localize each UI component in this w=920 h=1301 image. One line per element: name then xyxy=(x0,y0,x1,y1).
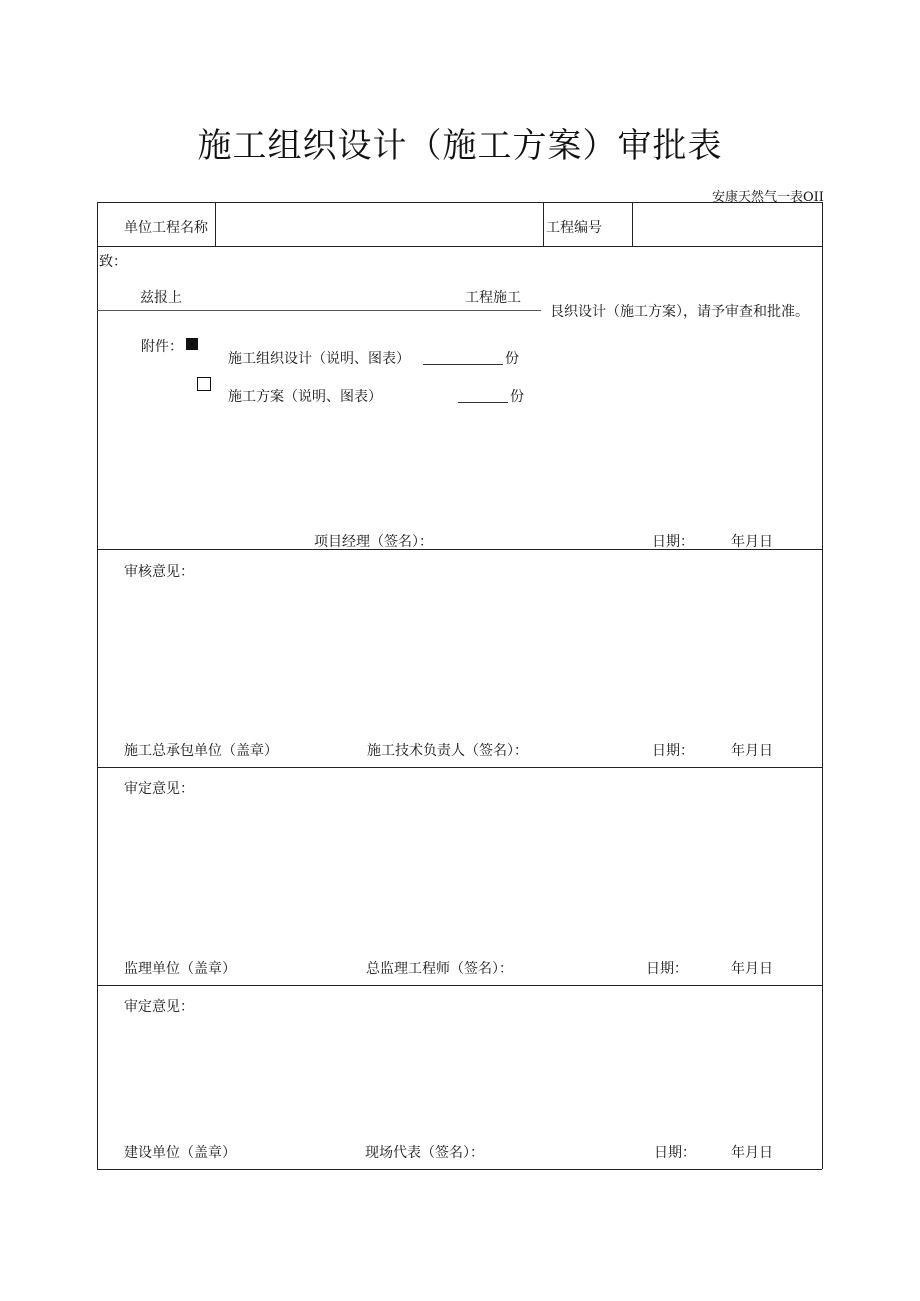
review-3-date-label: 日期： xyxy=(654,1145,696,1161)
report-mid: 工程施工 xyxy=(465,290,521,306)
attachment-2-count[interactable] xyxy=(458,388,508,407)
review-3-signer-label: 现场代表（签名）： xyxy=(365,1145,484,1161)
unit-name-label: 单位工程名称 xyxy=(124,220,208,236)
review-1-signer-label: 施工技术负责人（签名）： xyxy=(367,743,528,759)
header-col-3 xyxy=(632,202,633,246)
table-right-border xyxy=(822,202,823,1169)
review-1-unit-label: 施工总承包单位（盖章） xyxy=(124,743,278,759)
pm-date-label: 日期： xyxy=(652,534,694,550)
review-3-date-value: 年月日 xyxy=(731,1145,773,1161)
header-row-bottom xyxy=(97,246,822,247)
table-left-border xyxy=(97,202,98,1169)
review-1-date-label: 日期： xyxy=(652,743,694,759)
review-2-date-value: 年月日 xyxy=(731,961,773,977)
project-no-label: 工程编号 xyxy=(546,220,602,236)
review-2-unit-label: 监理单位（盖章） xyxy=(124,961,236,977)
table-bottom-border xyxy=(97,1169,822,1170)
review-1-opinion-label: 审核意见： xyxy=(124,564,194,580)
page-title: 施工组织设计（施工方案）审批表 xyxy=(197,126,723,166)
header-col-2 xyxy=(543,202,544,246)
review-2-signer-label: 总监理工程师（签名）： xyxy=(366,961,513,977)
pm-date-value: 年月日 xyxy=(731,534,773,550)
project-no-field[interactable] xyxy=(638,217,816,239)
review-2-opinion-label: 审定意见： xyxy=(124,781,194,797)
header-col-1 xyxy=(215,202,216,246)
attachment-2-checkbox[interactable] xyxy=(197,377,211,391)
attachment-2-unit: 份 xyxy=(510,389,524,405)
to-label: 致： xyxy=(99,254,127,270)
review-2-date-label: 日期： xyxy=(646,961,688,977)
table-top-border xyxy=(97,202,822,203)
attach-label: 附件： xyxy=(141,339,183,355)
report-underline xyxy=(97,310,541,311)
attachment-1-checkbox[interactable] xyxy=(186,338,198,350)
pm-signature-label: 项目经理（签名）： xyxy=(314,534,433,550)
attachment-1-label: 施工组织设计（说明、图表） xyxy=(228,351,410,367)
section-divider-3 xyxy=(97,985,822,986)
unit-name-field[interactable] xyxy=(222,217,537,239)
attachment-2-label: 施工方案（说明、图表） xyxy=(228,389,382,405)
attachment-1-count[interactable] xyxy=(423,350,503,369)
review-1-date-value: 年月日 xyxy=(731,743,773,759)
report-prefix: 兹报上 xyxy=(140,290,182,306)
report-suffix: 艮织设计（施工方案），请予审查和批准。 xyxy=(550,304,809,320)
attachment-1-unit: 份 xyxy=(505,351,519,367)
form-code: 安康天然气一表OII xyxy=(712,190,824,205)
section-divider-2 xyxy=(97,767,822,768)
review-3-unit-label: 建设单位（盖章） xyxy=(124,1145,236,1161)
review-3-opinion-label: 审定意见： xyxy=(124,999,194,1015)
section-divider-1 xyxy=(97,549,822,550)
